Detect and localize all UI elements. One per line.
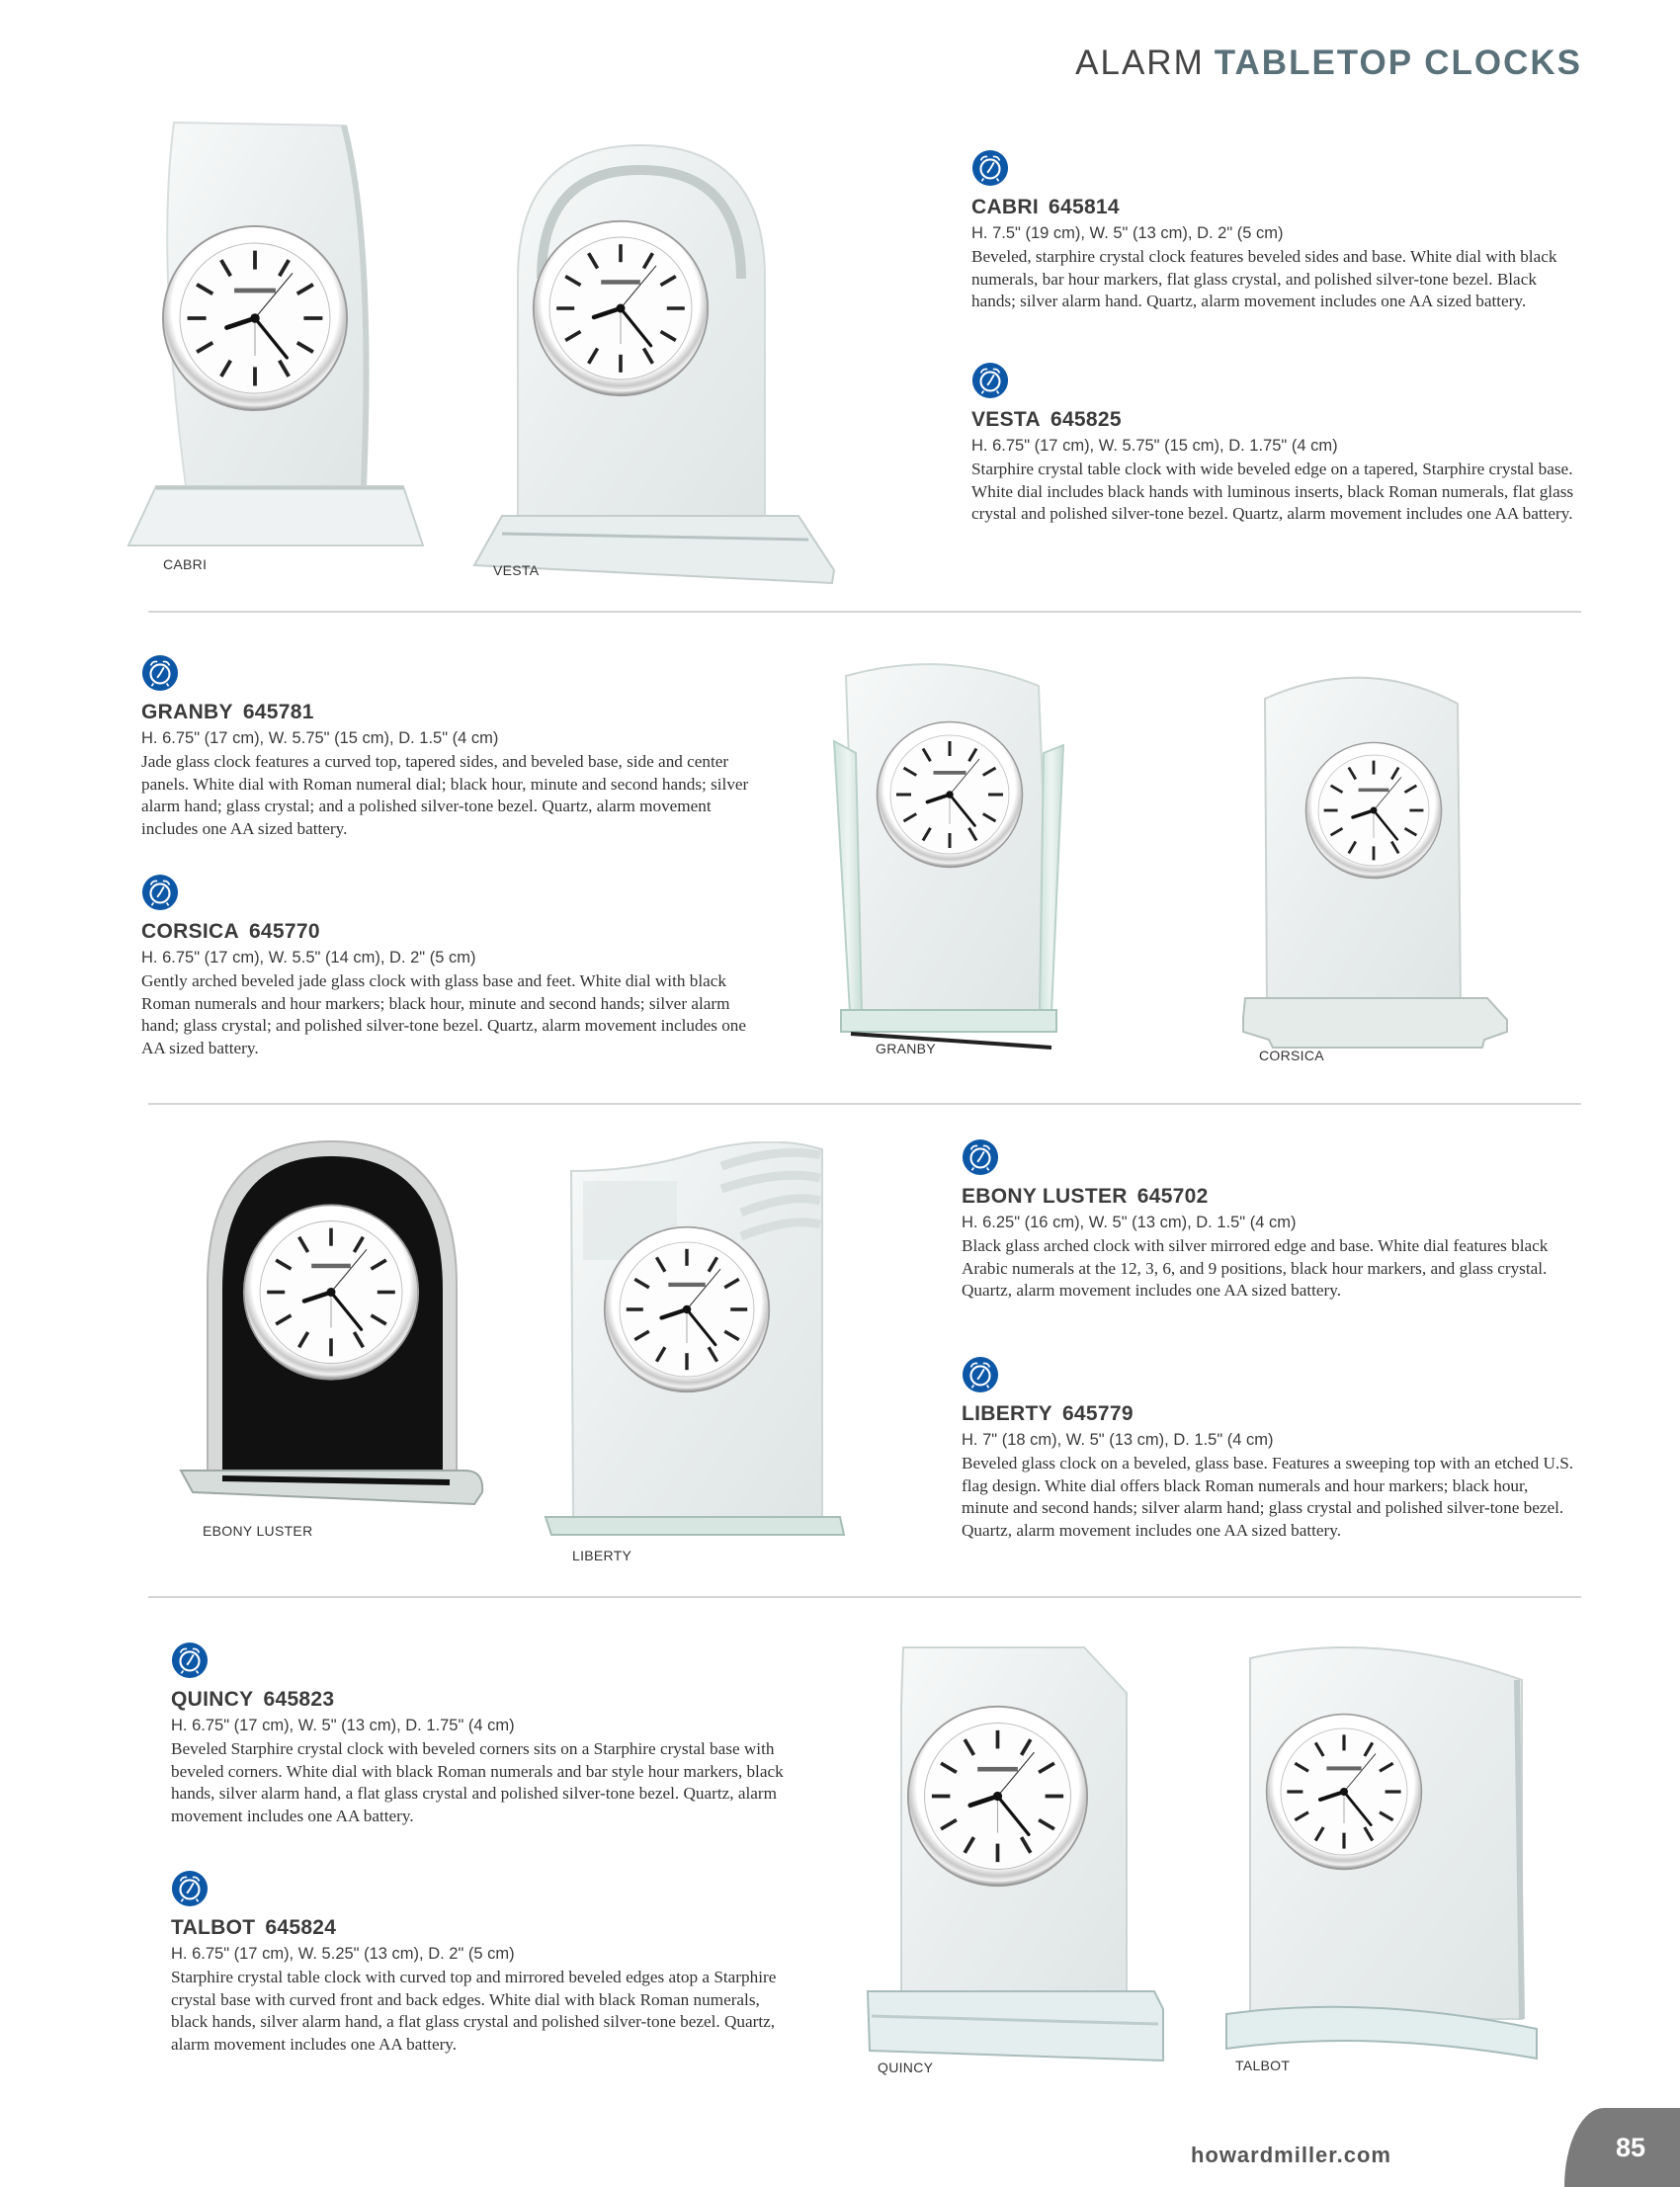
product-dimensions: H. 6.75" (17 cm), W. 5.25" (13 cm), D. 2" (5 cm) — [171, 1945, 515, 1963]
product-sku: 645779 — [1061, 1402, 1134, 1425]
product-name — [971, 407, 1584, 433]
section-divider — [148, 1103, 1581, 1105]
product-name-text: EBONY LUSTER — [962, 1185, 1128, 1208]
product-talbot — [171, 1870, 784, 2056]
product-name — [141, 919, 754, 945]
alarm-clock-icon — [171, 1641, 209, 1679]
section-divider — [148, 611, 1581, 613]
product-name-text: CORSICA — [141, 920, 239, 943]
product-quincy — [171, 1641, 784, 1827]
page-number: 85 — [1616, 2133, 1646, 2162]
section-divider — [148, 1596, 1581, 1598]
product-dimensions: H. 6.75" (17 cm), W. 5.75" (15 cm), D. 1.5" (4 cm) — [141, 729, 499, 747]
product-dimensions: H. 6.75" (17 cm), W. 5.5" (14 cm), D. 2" (5 cm) — [141, 949, 476, 967]
product-dimensions: H. 6.75" (17 cm), W. 5.75" (15 cm), D. 1.75" (4 cm) — [971, 437, 1338, 455]
talbot-clock-image — [1220, 1639, 1556, 2073]
alarm-clock-icon — [171, 1870, 209, 1907]
product-name-text: TALBOT — [171, 1916, 256, 1939]
ebony-luster-clock-image — [178, 1136, 489, 1507]
alarm-clock-icon — [971, 362, 1009, 399]
product-dimensions: H. 6.25" (16 cm), W. 5" (13 cm), D. 1.5" (4 cm) — [962, 1214, 1297, 1231]
alarm-clock-icon — [141, 874, 179, 911]
product-name — [962, 1401, 1574, 1427]
title-category-light: ALARM — [1075, 43, 1205, 82]
product-sku: 645702 — [1136, 1185, 1209, 1208]
product-name — [962, 1184, 1574, 1210]
product-sku: 645824 — [265, 1916, 337, 1939]
product-dimensions: H. 7.5" (19 cm), W. 5" (13 cm), D. 2" (5 cm) — [971, 224, 1284, 242]
page-title — [1075, 43, 1582, 83]
title-category-bold: TABLETOP CLOCKS — [1214, 43, 1582, 82]
product-vesta — [971, 362, 1584, 526]
product-description: Starphire crystal table clock with curved top and mirrored beveled edges atop a Starphire crystal base with curved front and back edges. White dial with black Roman numerals, black hands, silver alarm hand, a flat glass crystal and polished silver-tone bezel. Quartz, alarm movement includes one AA battery. — [171, 1968, 777, 2054]
product-sku: 645825 — [1050, 408, 1122, 431]
product-name — [971, 195, 1584, 220]
corsica-clock-image — [1107, 664, 1542, 1069]
product-name-text: CABRI — [971, 196, 1039, 218]
product-liberty — [962, 1356, 1574, 1542]
product-cabri — [971, 149, 1584, 313]
liberty-caption: LIBERTY — [572, 1548, 632, 1563]
product-name — [141, 700, 754, 725]
product-sku: 645814 — [1049, 196, 1120, 218]
product-name-text: VESTA — [971, 408, 1041, 431]
product-name-text: QUINCY — [171, 1688, 254, 1711]
vesta-caption: VESTA — [493, 562, 540, 578]
alarm-clock-icon — [971, 149, 1009, 187]
cabri-clock-image — [126, 121, 428, 555]
product-name — [171, 1687, 784, 1713]
liberty-clock-image — [544, 1141, 850, 1547]
product-description: Beveled Starphire crystal clock with beveled corners sits on a Starphire crystal base with beveled corners. White dial with black Roman numerals and bar style hour markers, black hands, silver alarm hand, a flat glass crystal and polished silver-tone bezel. Quartz, alarm movement includes one AA battery. — [171, 1739, 784, 1825]
product-granby — [141, 654, 754, 840]
vesta-clock-image — [472, 140, 836, 585]
product-description: Black glass arched clock with silver mirrored edge and base. White dial features black Arabic numerals at the 12, 3, 6, and 9 positions, black hour markers, and glass crystal. Quartz, alarm movement includes one AA sized battery. — [962, 1236, 1549, 1300]
product-sku: 645823 — [263, 1688, 335, 1711]
cabri-caption: CABRI — [163, 556, 208, 572]
product-name-text: GRANBY — [141, 701, 233, 723]
product-sku: 645781 — [242, 701, 314, 723]
product-dimensions: H. 6.75" (17 cm), W. 5" (13 cm), D. 1.75" (4 cm) — [171, 1717, 515, 1734]
product-description: Beveled glass clock on a beveled, glass base. Features a sweeping top with an etched U.S. flag design. White dial offers black Roman numerals and hour markers; black hour, minute and second hands; silver alarm hand; glass crystal and polished silver-tone bezel. Quartz, alarm movement includes one AA sized battery. — [962, 1454, 1574, 1540]
product-dimensions: H. 7" (18 cm), W. 5" (13 cm), D. 1.5" (4 cm) — [962, 1431, 1274, 1449]
product-description: Gently arched beveled jade glass clock with glass base and feet. White dial with black Roman numerals and hour markers; black hour, minute and second hands; silver alarm hand; glass crystal; and polished silver-tone bezel. Quartz, alarm movement includes one AA sized battery. — [141, 971, 747, 1057]
quincy-caption: QUINCY — [878, 2060, 934, 2075]
alarm-clock-icon — [962, 1356, 999, 1393]
talbot-caption: TALBOT — [1235, 2058, 1291, 2073]
product-ebony-luster — [962, 1138, 1574, 1303]
product-description: Beveled, starphire crystal clock features beveled sides and base. White dial with black numerals, bar hour markers, flat glass crystal, and polished silver-tone bezel. Black hands; silver alarm hand. Quartz, alarm movement includes one AA sized battery. — [971, 247, 1557, 310]
product-name-text: LIBERTY — [962, 1402, 1052, 1425]
product-sku: 645770 — [248, 920, 320, 943]
ebony-luster-caption: EBONY LUSTER — [203, 1523, 313, 1539]
footer-website-link[interactable]: howardmiller.com — [1190, 2143, 1391, 2167]
corsica-caption: CORSICA — [1259, 1048, 1324, 1063]
product-corsica — [141, 874, 754, 1059]
quincy-clock-image — [862, 1636, 1178, 2070]
product-name — [171, 1915, 784, 1941]
alarm-clock-icon — [141, 654, 179, 692]
alarm-clock-icon — [962, 1138, 999, 1176]
product-description: Jade glass clock features a curved top, tapered sides, and beveled base, side and center panels. White dial with Roman numeral dial; black hour, minute and second hands; silver alarm hand; glass crystal; and a polished silver-tone bezel. Quartz, alarm movement includes one AA sized battery. — [141, 752, 749, 838]
product-description: Starphire crystal table clock with wide beveled edge on a tapered, Starphire crystal base. White dial includes black hands with luminous inserts, black Roman numerals, flat glass crystal and polished silver-tone bezel. Quartz, alarm movement includes one AA battery. — [971, 460, 1574, 523]
granby-caption: GRANBY — [876, 1041, 936, 1056]
